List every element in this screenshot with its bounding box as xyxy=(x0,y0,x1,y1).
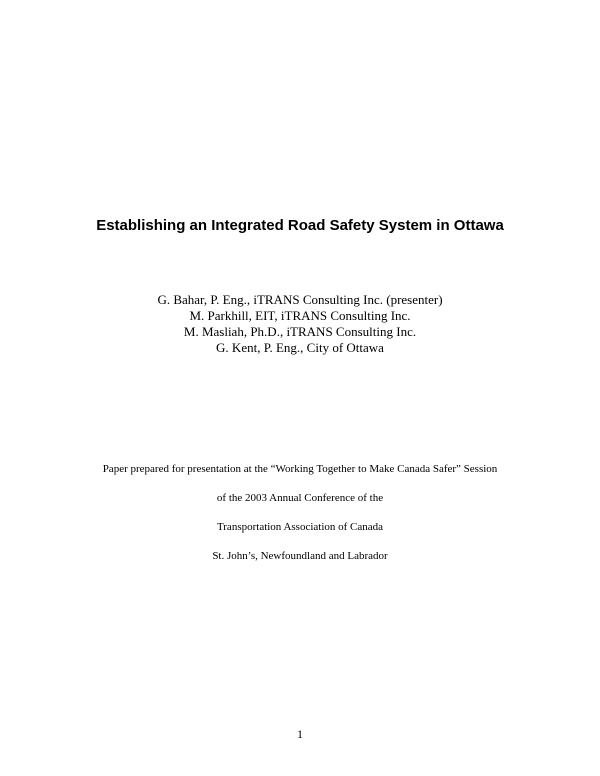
author-line: G. Bahar, P. Eng., iTRANS Consulting Inc. (presenter) xyxy=(157,292,443,307)
presentation-note xyxy=(0,462,600,578)
presentation-line: Transportation Association of Canada xyxy=(216,521,384,533)
presentation-line: Paper prepared for presentation at the “Working Together to Make Canada Safer” Session xyxy=(102,463,498,475)
presentation-line: St. John’s, Newfoundland and Labrador xyxy=(212,550,388,562)
author-line: G. Kent, P. Eng., City of Ottawa xyxy=(216,340,384,355)
presentation-line: of the 2003 Annual Conference of the xyxy=(216,492,384,504)
author-list xyxy=(0,292,600,356)
paper-title: Establishing an Integrated Road Safety System in Ottawa xyxy=(96,217,504,234)
page-number: 1 xyxy=(297,727,303,741)
author-line: M. Masliah, Ph.D., iTRANS Consulting Inc. xyxy=(183,324,417,339)
author-line: M. Parkhill, EIT, iTRANS Consulting Inc. xyxy=(189,308,411,323)
